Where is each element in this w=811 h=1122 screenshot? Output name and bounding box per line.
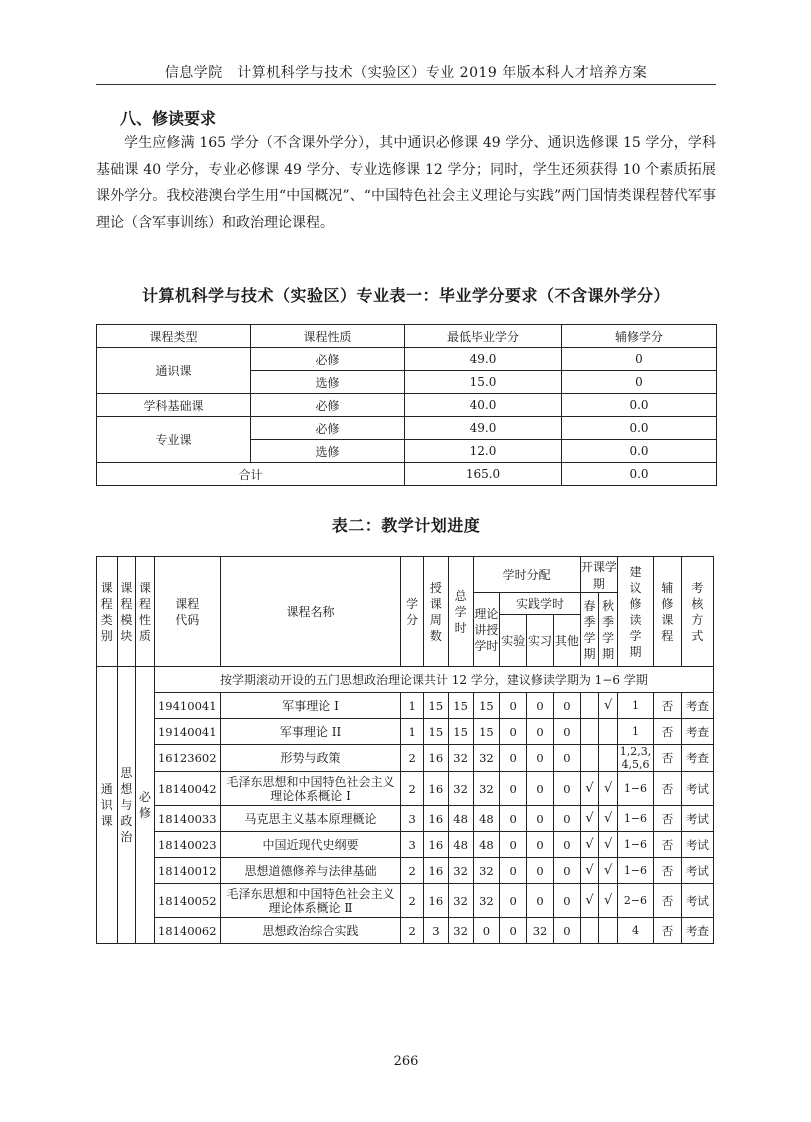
other-hours-cell: 0: [553, 719, 580, 745]
stacked-char: 学时: [474, 638, 499, 653]
credit-cell: 1: [401, 693, 424, 719]
course-name-line: 思想政治综合实践: [262, 923, 359, 938]
course-name-cell: [220, 745, 401, 772]
table-row: [97, 772, 714, 806]
stacked-char: 理论: [474, 606, 499, 621]
credit-cell: 2: [401, 745, 424, 772]
weeks-cell: 3: [424, 918, 449, 944]
credit-cell: 2: [401, 772, 424, 806]
stacked-char: 必: [138, 790, 151, 804]
minor-cell: 否: [654, 884, 682, 918]
course-name-cell: [220, 918, 401, 944]
course-name-cell: [220, 858, 401, 884]
course-name-cell: [220, 806, 401, 832]
stacked-char: 想: [120, 782, 133, 796]
exam-type-cell: 考查: [681, 745, 713, 772]
table1-title: 计算机科学与技术（实验区）专业表一：毕业学分要求（不含课外学分）: [141, 286, 670, 305]
course-name-line: 毛泽东思想和中国特色社会主义: [226, 774, 395, 789]
stacked-char: 思: [120, 766, 133, 780]
experiment-hours-cell: 0: [500, 918, 527, 944]
course-name-cell: [220, 693, 401, 719]
theory-hours-cell: 0: [473, 918, 500, 944]
minor-cell: 否: [654, 745, 682, 772]
header-internship: 实习: [527, 615, 554, 667]
note-cell: 按学期滚动开设的五门思想政治理论课共计 12 学分，建议修读学期为 1−6 学期: [154, 667, 713, 693]
graduation-credits-table: [96, 324, 717, 486]
other-hours-cell: 0: [553, 858, 580, 884]
suggested-term-cell: [617, 858, 653, 884]
stacked-char: 课程: [175, 596, 200, 611]
suggested-term-line: 1−6: [623, 838, 648, 851]
suggested-term-cell: [617, 745, 653, 772]
suggested-term-line: 1−6: [623, 864, 648, 877]
course-type-cell: 专业课: [97, 417, 251, 463]
course-code-cell: 19140041: [154, 719, 220, 745]
stacked-char: 性: [138, 612, 151, 627]
table-row: [97, 745, 714, 772]
weeks-cell: 16: [424, 884, 449, 918]
table-row: [97, 693, 714, 719]
suggested-term-line: 4,5,6: [621, 758, 650, 771]
experiment-hours-cell: 0: [500, 884, 527, 918]
other-hours-cell: 0: [553, 918, 580, 944]
stacked-char: 学: [583, 630, 596, 645]
header-autumn: [599, 593, 618, 667]
header-suggested-term: [617, 557, 653, 667]
header-course-code: [154, 557, 220, 667]
running-header: 信息学院 计算机科学与技术（实验区）专业 2019 年版本科人才培养方案: [164, 65, 648, 81]
theory-hours-cell: 32: [473, 772, 500, 806]
section-title: 八、修读要求: [120, 109, 217, 128]
theory-hours-cell: 15: [473, 719, 500, 745]
total-hours-cell: 32: [448, 858, 473, 884]
internship-hours-cell: 0: [527, 884, 554, 918]
other-hours-cell: 0: [553, 693, 580, 719]
experiment-hours-cell: 0: [500, 693, 527, 719]
weeks-cell: 16: [424, 858, 449, 884]
stacked-char: 修: [629, 596, 642, 611]
credit-cell: 2: [401, 918, 424, 944]
header-course-category: [97, 557, 118, 667]
total-hours-cell: 15: [448, 693, 473, 719]
internship-hours-cell: 0: [527, 832, 554, 858]
suggested-term-cell: [617, 806, 653, 832]
total-hours-cell: 32: [448, 884, 473, 918]
minor-cell: 否: [654, 858, 682, 884]
min-credits-cell: 40.0: [405, 394, 562, 417]
stacked-char: 期: [602, 646, 615, 661]
stacked-char: 式: [691, 628, 704, 643]
course-name-line: 形势与政策: [280, 751, 341, 765]
table-row: [97, 719, 714, 745]
exam-type-cell: 考试: [681, 884, 713, 918]
internship-hours-cell: 32: [527, 918, 554, 944]
stacked-char: 程: [661, 628, 674, 643]
minor-credits-cell: 0: [562, 348, 717, 371]
course-name-line: 毛泽东思想和中国特色社会主义: [226, 886, 395, 901]
course-name-line: 思想道德修养与法律基础: [244, 863, 377, 878]
header-cell: 辅修学分: [562, 325, 717, 348]
autumn-check-cell: [599, 745, 618, 772]
course-code-cell: 19410041: [154, 693, 220, 719]
minor-cell: 否: [654, 832, 682, 858]
stacked-char: 课: [138, 580, 151, 595]
stacked-char: 类: [100, 612, 113, 627]
course-code-cell: 18140062: [154, 918, 220, 944]
stacked-char: 分: [406, 612, 419, 627]
header-offer-term: 开课学期: [580, 557, 617, 593]
suggested-term-line: 1−6: [623, 782, 648, 795]
group-category-cell: [97, 667, 118, 944]
exam-type-cell: 考试: [681, 806, 713, 832]
experiment-hours-cell: 0: [500, 745, 527, 772]
stacked-char: 期: [583, 646, 596, 661]
experiment-hours-cell: 0: [500, 832, 527, 858]
minor-cell: 否: [654, 806, 682, 832]
spring-check-cell: [580, 693, 599, 719]
total-minor-cell: 0.0: [562, 463, 717, 486]
minor-cell: 否: [654, 693, 682, 719]
spring-check-cell: √: [580, 772, 599, 806]
stacked-char: 讲授: [474, 622, 499, 637]
spring-check-cell: [580, 745, 599, 772]
course-code-cell: 18140023: [154, 832, 220, 858]
suggested-term-line: 4: [631, 924, 639, 937]
stacked-char: 块: [120, 628, 133, 643]
credit-cell: 2: [401, 858, 424, 884]
stacked-char: 议: [629, 580, 642, 595]
table2-title: 表二：教学计划进度: [331, 516, 481, 535]
course-code-cell: 18140033: [154, 806, 220, 832]
suggested-term-cell: [617, 772, 653, 806]
header-minor: [654, 557, 682, 667]
stacked-char: 修: [661, 596, 674, 611]
stacked-char: 程: [100, 596, 113, 611]
stacked-char: 识: [100, 798, 113, 812]
suggested-term-line: 1: [631, 699, 639, 712]
stacked-char: 治: [120, 830, 133, 844]
spring-check-cell: √: [580, 806, 599, 832]
stacked-char: 政: [120, 814, 133, 828]
internship-hours-cell: 0: [527, 772, 554, 806]
other-hours-cell: 0: [553, 806, 580, 832]
stacked-char: 核: [691, 596, 704, 611]
stacked-char: 修: [138, 806, 151, 820]
course-nature-cell: 选修: [251, 440, 405, 463]
total-hours-cell: 15: [448, 719, 473, 745]
course-code-cell: 16123602: [154, 745, 220, 772]
course-code-cell: 18140012: [154, 858, 220, 884]
table-header-row: [97, 325, 717, 348]
header-course-name: 课程名称: [220, 557, 401, 667]
stacked-char: 方: [691, 612, 704, 627]
header-theory-hours: [473, 593, 500, 667]
suggested-term-cell: [617, 693, 653, 719]
total-hours-cell: 48: [448, 806, 473, 832]
header-cell: 课程类型: [97, 325, 251, 348]
stacked-char: 秋: [602, 598, 615, 613]
other-hours-cell: 0: [553, 884, 580, 918]
course-name-cell: [220, 884, 401, 918]
course-name-line: 理论体系概论 Ⅰ: [270, 788, 351, 803]
minor-cell: 否: [654, 719, 682, 745]
table-row: [97, 884, 714, 918]
suggested-term-line: 1,2,3,: [619, 745, 652, 758]
header-other: 其他: [553, 615, 580, 667]
table-row: [97, 417, 717, 440]
total-label-cell: 合计: [97, 463, 405, 486]
stacked-char: 学: [602, 630, 615, 645]
weeks-cell: 15: [424, 693, 449, 719]
header-rule: [96, 84, 716, 85]
stacked-char: 春: [583, 598, 596, 613]
header-cell: 最低毕业学分: [405, 325, 562, 348]
minor-credits-cell: 0: [562, 371, 717, 394]
minor-cell: 否: [654, 772, 682, 806]
min-credits-cell: 15.0: [405, 371, 562, 394]
course-name-line: 马克思主义基本原理概论: [244, 811, 377, 826]
min-credits-cell: 49.0: [405, 417, 562, 440]
header-practice-hours: 实践学时: [500, 593, 580, 615]
internship-hours-cell: 0: [527, 858, 554, 884]
credit-cell: 3: [401, 806, 424, 832]
other-hours-cell: 0: [553, 832, 580, 858]
header-weeks: [424, 557, 449, 667]
autumn-check-cell: [599, 918, 618, 944]
stacked-char: 辅: [661, 580, 674, 595]
stacked-char: 季: [583, 614, 596, 629]
theory-hours-cell: 48: [473, 806, 500, 832]
stacked-char: 季: [602, 614, 615, 629]
header-hours-distribution: 学时分配: [473, 557, 580, 593]
course-nature-cell: 选修: [251, 371, 405, 394]
total-hours-cell: 32: [448, 772, 473, 806]
min-credits-cell: 49.0: [405, 348, 562, 371]
suggested-term-cell: [617, 884, 653, 918]
min-credits-cell: 12.0: [405, 440, 562, 463]
total-hours-cell: 32: [448, 918, 473, 944]
stacked-char: 考: [691, 580, 704, 595]
stacked-char: 课: [100, 580, 113, 595]
stacked-char: 课: [429, 596, 442, 611]
weeks-cell: 16: [424, 745, 449, 772]
course-name-cell: [220, 832, 401, 858]
header-cell: 课程性质: [251, 325, 405, 348]
page-number: 266: [393, 1054, 419, 1069]
stacked-char: 周: [429, 612, 442, 627]
minor-credits-cell: 0.0: [562, 440, 717, 463]
stacked-char: 模: [120, 612, 133, 627]
stacked-char: 学: [629, 628, 642, 643]
autumn-check-cell: √: [599, 693, 618, 719]
stacked-char: 学: [406, 596, 419, 611]
header-course-module: [117, 557, 136, 667]
stacked-char: 授: [429, 580, 442, 595]
other-hours-cell: 0: [553, 745, 580, 772]
stacked-char: 课: [661, 612, 674, 627]
table-row: [97, 394, 717, 417]
credit-cell: 2: [401, 884, 424, 918]
internship-hours-cell: 0: [527, 745, 554, 772]
internship-hours-cell: 0: [527, 719, 554, 745]
table-row: [97, 918, 714, 944]
course-name-line: 军事理论 II: [279, 724, 342, 739]
theory-hours-cell: 32: [473, 858, 500, 884]
suggested-term-cell: [617, 719, 653, 745]
minor-credits-cell: 0.0: [562, 394, 717, 417]
total-row: [97, 463, 717, 486]
minor-credits-cell: 0.0: [562, 417, 717, 440]
autumn-check-cell: √: [599, 832, 618, 858]
suggested-term-line: 2−6: [623, 894, 648, 907]
header-credit: [401, 557, 424, 667]
stacked-char: 课: [100, 814, 113, 828]
exam-type-cell: 考查: [681, 693, 713, 719]
course-code-cell: 18140042: [154, 772, 220, 806]
autumn-check-cell: √: [599, 884, 618, 918]
autumn-check-cell: √: [599, 806, 618, 832]
spring-check-cell: √: [580, 858, 599, 884]
spring-check-cell: √: [580, 832, 599, 858]
note-row: [97, 667, 714, 693]
exam-type-cell: 考试: [681, 832, 713, 858]
exam-type-cell: 考查: [681, 719, 713, 745]
course-nature-cell: 必修: [251, 417, 405, 440]
theory-hours-cell: 32: [473, 884, 500, 918]
weeks-cell: 16: [424, 832, 449, 858]
suggested-term-cell: [617, 832, 653, 858]
autumn-check-cell: √: [599, 772, 618, 806]
stacked-char: 期: [629, 644, 642, 659]
exam-type-cell: 考查: [681, 918, 713, 944]
header-total-hours: [448, 557, 473, 667]
stacked-char: 时: [454, 620, 467, 635]
exam-type-cell: 考试: [681, 858, 713, 884]
table-row: [97, 348, 717, 371]
experiment-hours-cell: 0: [500, 806, 527, 832]
teaching-plan-table: [96, 556, 714, 944]
table-row: [97, 858, 714, 884]
total-hours-cell: 48: [448, 832, 473, 858]
header-spring: [580, 593, 599, 667]
stacked-char: 别: [100, 628, 113, 643]
autumn-check-cell: [599, 719, 618, 745]
theory-hours-cell: 48: [473, 832, 500, 858]
course-name-line: 中国近现代史纲要: [262, 837, 359, 852]
group-module-cell: [117, 667, 136, 944]
stacked-char: 与: [120, 798, 133, 812]
exam-type-cell: 考试: [681, 772, 713, 806]
credit-cell: 3: [401, 832, 424, 858]
stacked-char: 数: [429, 628, 442, 643]
stacked-char: 程: [138, 596, 151, 611]
header-exam: [681, 557, 713, 667]
minor-cell: 否: [654, 918, 682, 944]
theory-hours-cell: 32: [473, 745, 500, 772]
course-type-cell: 学科基础课: [97, 394, 251, 417]
suggested-term-line: 1: [631, 725, 639, 738]
header-experiment: 实验: [500, 615, 527, 667]
suggested-term-cell: [617, 918, 653, 944]
course-name-line: 军事理论 I: [282, 698, 339, 713]
stacked-char: 质: [138, 628, 151, 643]
weeks-cell: 16: [424, 772, 449, 806]
stacked-char: 代码: [175, 612, 200, 627]
experiment-hours-cell: 0: [500, 719, 527, 745]
total-hours-cell: 32: [448, 745, 473, 772]
course-name-cell: [220, 772, 401, 806]
course-nature-cell: 必修: [251, 394, 405, 417]
course-name-cell: [220, 719, 401, 745]
stacked-char: 通: [100, 782, 113, 796]
course-nature-cell: 必修: [251, 348, 405, 371]
other-hours-cell: 0: [553, 772, 580, 806]
stacked-char: 课: [120, 580, 133, 595]
weeks-cell: 15: [424, 719, 449, 745]
table-row: [97, 806, 714, 832]
internship-hours-cell: 0: [527, 806, 554, 832]
table-row: [97, 832, 714, 858]
theory-hours-cell: 15: [473, 693, 500, 719]
credit-cell: 1: [401, 719, 424, 745]
course-type-cell: 通识课: [97, 348, 251, 394]
spring-check-cell: [580, 719, 599, 745]
experiment-hours-cell: 0: [500, 772, 527, 806]
course-name-line: 理论体系概论 Ⅱ: [268, 900, 353, 915]
suggested-term-line: 1−6: [623, 812, 648, 825]
stacked-char: 学: [454, 604, 467, 619]
internship-hours-cell: 0: [527, 693, 554, 719]
stacked-char: 建: [629, 564, 642, 579]
group-nature-cell: [136, 667, 155, 944]
experiment-hours-cell: 0: [500, 858, 527, 884]
spring-check-cell: [580, 918, 599, 944]
header-course-nature: [136, 557, 155, 667]
stacked-char: 程: [120, 596, 133, 611]
requirements-paragraph: 学生应修满 165 学分（不含课外学分），其中通识必修课 49 学分、通识选修课 15 学分，学科基础课 40 学分，专业必修课 49 学分、专业选修课 12 学分；同时，学生还须获得 10 个素质拓展课外学分。我校港澳台学生用“中国概况”、“中国特色社会主义理论与实践”两门国情类课程替代军事理论（含军事训练）和政治理论课程。: [96, 135, 716, 231]
spring-check-cell: √: [580, 884, 599, 918]
autumn-check-cell: √: [599, 858, 618, 884]
stacked-char: 总: [454, 588, 467, 603]
total-credits-cell: 165.0: [405, 463, 562, 486]
weeks-cell: 16: [424, 806, 449, 832]
course-code-cell: 18140052: [154, 884, 220, 918]
stacked-char: 读: [629, 612, 642, 627]
